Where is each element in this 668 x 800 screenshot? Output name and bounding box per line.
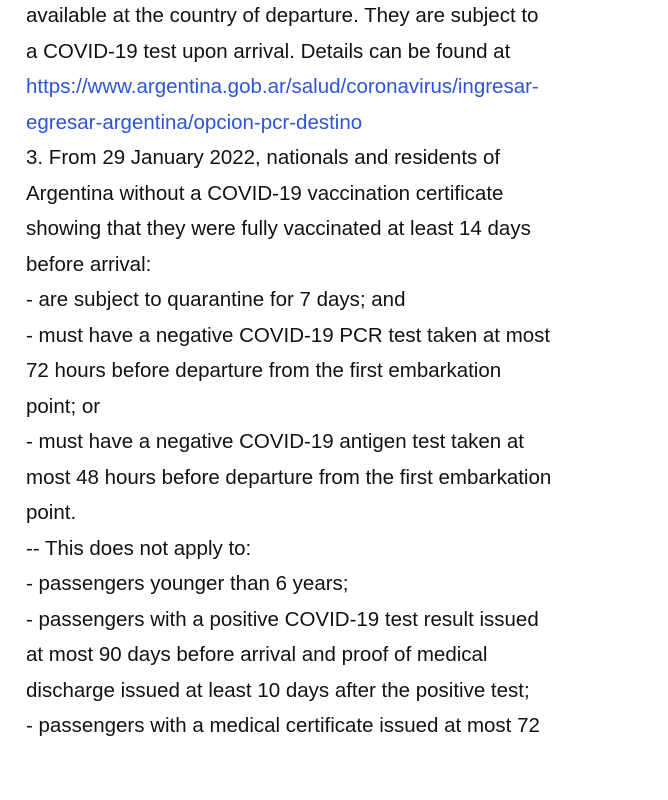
text-line: point; or — [26, 394, 101, 418]
text-line: before arrival: — [26, 252, 152, 276]
text-line: point. — [26, 501, 77, 524]
text-line: available at the country of departure. They are subject to — [26, 4, 539, 27]
text-line: - are subject to quarantine for 7 days; and — [26, 288, 406, 311]
text-line: discharge issued at least 10 days after the positive test; — [26, 678, 530, 702]
argentina-gov-link-line[interactable]: https://www.argentina.gob.ar/salud/coronavirus/ingresar- — [26, 75, 539, 98]
text-line: 72 hours before departure from the first embarkation — [26, 359, 502, 382]
text-line: a COVID-19 test upon arrival. Details can be found at — [26, 39, 511, 63]
text-line: - passengers younger than 6 years; — [26, 572, 349, 595]
document-body — [26, 0, 666, 744]
text-line: - passengers with a medical certificate issued at most 72 — [26, 714, 540, 737]
text-line: 3. From 29 January 2022, nationals and residents of — [26, 146, 501, 169]
text-line: most 48 hours before departure from the first embarkation — [26, 465, 552, 489]
text-line: Argentina without a COVID-19 vaccination certificate — [26, 181, 504, 205]
text-line: -- This does not apply to: — [26, 536, 252, 560]
argentina-gov-link-line[interactable]: egresar-argentina/opcion-pcr-destino — [26, 110, 363, 134]
text-line: - must have a negative COVID-19 antigen test taken at — [26, 430, 524, 453]
text-line: - passengers with a positive COVID-19 test result issued — [26, 607, 539, 631]
text-line: showing that they were fully vaccinated at least 14 days — [26, 217, 531, 240]
text-line: - must have a negative COVID-19 PCR test taken at most — [26, 323, 551, 347]
text-line: at most 90 days before arrival and proof of medical — [26, 643, 488, 666]
